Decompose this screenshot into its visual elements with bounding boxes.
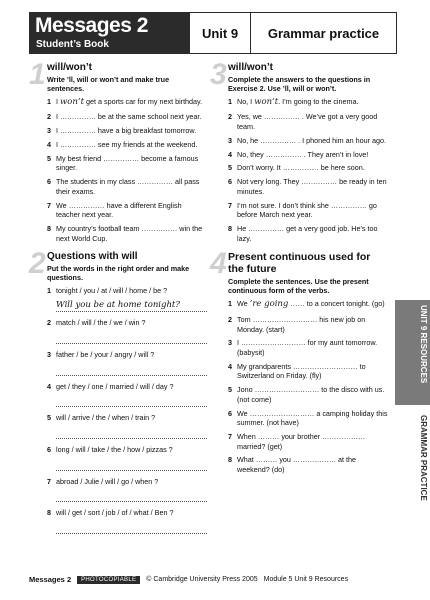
list-item: 2 Yes, we …………… . We’ve got a very good team. bbox=[228, 112, 378, 132]
list-item: 8 He …………… get a very good job. He’s too lazy. bbox=[228, 223, 378, 243]
exercise-number: 3 bbox=[210, 58, 227, 91]
list-item: 8 will / get / sort / job / of / what / Ben ? bbox=[47, 508, 174, 518]
list-item: 7 I’m not sure. I don’t think she …………… go before March next year. bbox=[228, 200, 377, 220]
handwritten-answer: won’t bbox=[60, 97, 84, 107]
exercise-instruction: Complete the sentences. Use the present continuous form of the verbs. bbox=[228, 277, 369, 296]
answer-line[interactable] bbox=[56, 490, 207, 502]
list-item: 5 My best friend …………… become a famous singer. bbox=[47, 153, 199, 173]
photocopiable-badge: PHOTOCOPIABLE bbox=[77, 576, 140, 584]
list-item: 1 I won’t get a sports car for my next birthday. bbox=[47, 97, 203, 107]
answer-line[interactable] bbox=[56, 332, 207, 344]
exercise-number: 2 bbox=[29, 247, 46, 281]
list-item: 5 will / arrive / the / when / train ? bbox=[47, 413, 156, 423]
list-item: 2 match / will / the / we / win ? bbox=[47, 318, 146, 328]
answer-line[interactable] bbox=[56, 522, 207, 534]
left-column bbox=[29, 58, 207, 542]
list-item: 5 Don’t worry. It …………… be here soon. bbox=[228, 163, 365, 173]
exercise-instruction: Complete the answers to the questions in Exercise 2. Use ’ll, will or won’t. bbox=[228, 75, 371, 93]
list-item: 3 I …………… have a big breakfast tomorrow. bbox=[47, 126, 197, 136]
exercise-number: 1 bbox=[29, 58, 46, 91]
page-footer bbox=[29, 575, 397, 584]
handwritten-answer: won’t bbox=[254, 97, 279, 107]
exercise-number: 4 bbox=[210, 247, 227, 281]
unit-label: Unit 9 bbox=[189, 12, 250, 54]
exercise-3 bbox=[210, 58, 388, 243]
exercise-instruction: Write ’ll, will or won’t and make true sentences. bbox=[47, 75, 170, 93]
list-item: 8 What ……… you ……………… at the weekend? (do) bbox=[228, 455, 357, 475]
list-item: 7 When ……… your brother ……………… married? (get) bbox=[228, 432, 366, 451]
list-item: 7 We …………… have a different English teacher next year. bbox=[47, 200, 182, 220]
list-item: 4 My grandparents ……………………… to Switzerland on Friday. (fly) bbox=[228, 361, 366, 381]
list-item: 8 My country’s football team …………… win the next World Cup. bbox=[47, 223, 203, 243]
list-item: 6 The students in my class …………… all pass their exams. bbox=[47, 177, 200, 196]
list-item: 3 No, he …………… . I phoned him an hour ago. bbox=[228, 135, 387, 145]
handwritten-answer: ’re going bbox=[249, 299, 289, 310]
answer-line[interactable] bbox=[56, 395, 207, 407]
list-item: 5 Jono ……………………… to the disco with us. (not come) bbox=[228, 385, 385, 404]
list-item: 6 We ……………………… a camping holiday this summer. (not have) bbox=[228, 408, 388, 428]
exercise-title: will/won’t bbox=[228, 62, 273, 73]
list-item: 4 No, they …………… . They aren’t in love! bbox=[228, 149, 369, 159]
copyright-text: © Cambridge University Press 2005 bbox=[146, 576, 258, 583]
answer-line[interactable]: Will you be at home tonight? bbox=[56, 300, 207, 312]
section-title: Grammar practice bbox=[250, 12, 397, 54]
answer-line[interactable] bbox=[56, 364, 207, 376]
list-item: 6 long / will / take / the / how / pizzas ? bbox=[47, 444, 173, 454]
exercise-title: Questions with will bbox=[47, 251, 138, 263]
brand-subtitle: Student’s Book bbox=[36, 39, 109, 50]
exercise-title: Present continuous used for the future bbox=[228, 251, 371, 276]
exercise-instruction: Put the words in the right order and make questions. bbox=[47, 264, 190, 283]
side-tab-label: UNIT 9 RESOURCES bbox=[419, 305, 428, 384]
brand-block bbox=[29, 12, 189, 54]
page-header bbox=[29, 12, 397, 54]
exercise-title: will/won’t bbox=[47, 62, 92, 73]
list-item: 4 get / they / one / married / will / day ? bbox=[47, 381, 174, 391]
module-text: Module 5 Unit 9 Resources bbox=[263, 576, 349, 583]
exercise-1 bbox=[29, 58, 207, 243]
right-column bbox=[210, 58, 388, 483]
brand-title: Messages 2 bbox=[35, 14, 148, 37]
exercise-2 bbox=[29, 247, 207, 534]
list-item: 1 No, I won’t. I’m going to the cinema. bbox=[228, 97, 359, 107]
answer-line[interactable] bbox=[56, 459, 207, 471]
side-section-label: GRAMMAR PRACTICE bbox=[419, 415, 428, 501]
list-item: 6 Not very long. They …………… be ready in ten minutes. bbox=[228, 177, 387, 196]
answer-line[interactable] bbox=[56, 427, 207, 439]
list-item: 2 I …………… be at the same school next year. bbox=[47, 112, 202, 122]
list-item: 7 abroad / Julie / will / go / when ? bbox=[47, 476, 159, 486]
list-item: 1 We ’re going …… to a concert tonight. (go) bbox=[228, 299, 385, 310]
list-item: 2 Tom ……………………… his new job on Monday. (start) bbox=[228, 314, 366, 334]
list-item: 3 I ……………………… for my aunt tomorrow. (babysit) bbox=[228, 338, 378, 357]
list-item: 1 tonight / you / at / will / home / be ? bbox=[47, 286, 168, 296]
footer-brand: Messages 2 bbox=[29, 575, 72, 584]
exercise-4 bbox=[210, 247, 388, 475]
list-item: 4 I …………… see my friends at the weekend. bbox=[47, 139, 198, 149]
list-item: 3 father / be / your / angry / will ? bbox=[47, 349, 155, 359]
